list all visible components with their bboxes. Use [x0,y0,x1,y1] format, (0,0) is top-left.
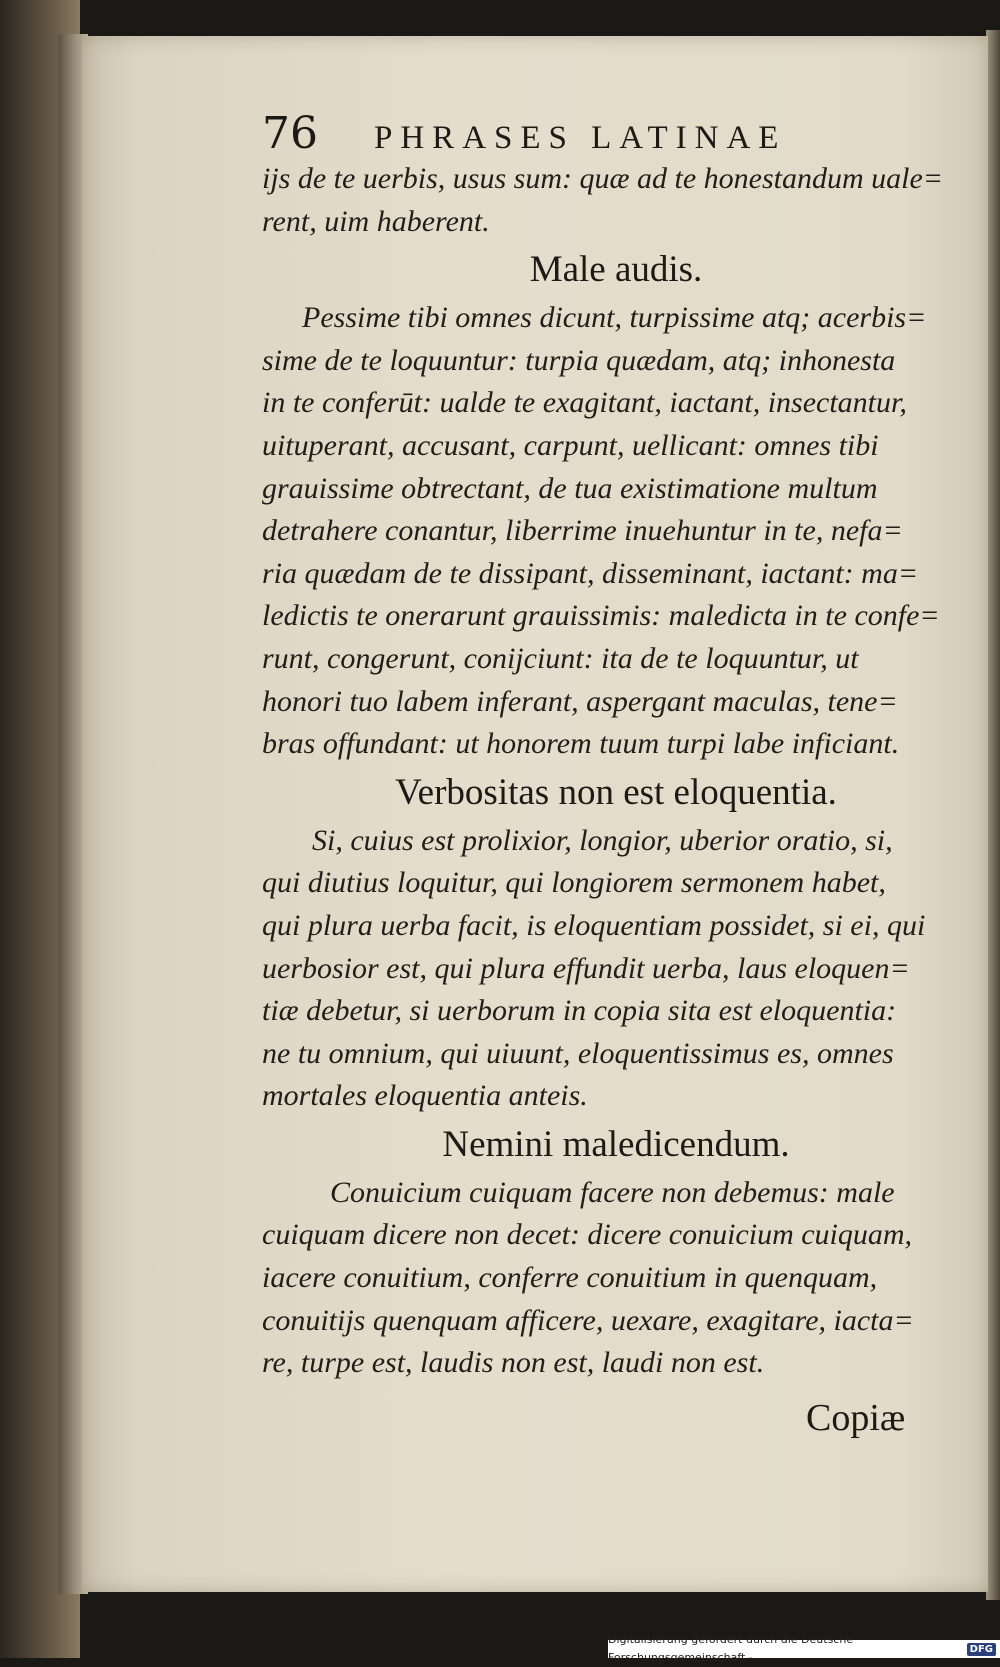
text-line: qui diutius loquitur, qui longiorem sermonem habet, [262,866,886,900]
section-heading: Male audis. [529,249,703,291]
page-right-edge [986,30,1000,1600]
text-line: iacere conuitium, conferre conuitium in quenquam, [262,1261,878,1295]
text-line: re, turpe est, laudis non est, laudi non est. [262,1346,765,1380]
text-line: cuiquam dicere non decet: dicere conuicium cuiquam, [262,1218,913,1252]
text-line: mortales eloquentia anteis. [262,1079,588,1113]
running-head [262,108,902,158]
section-heading: Nemini maledicendum. [442,1123,790,1165]
text-line: honori tuo labem inferant, aspergant maculas, tene= [262,684,898,718]
text-line: bras offundant: ut honorem tuum turpi labe inficiant. [262,727,900,761]
text-line: ijs de te uerbis, usus sum: quæ ad te honestandum uale= [262,162,944,195]
text-line: grauissime obtrectant, de tua existimatione multum [262,471,878,505]
text-line: ne tu omnium, qui uiuunt, eloquentissimus es, omnes [262,1036,894,1070]
text-line: ledictis te onerarunt grauissimis: maledicta in te confe= [262,599,940,633]
dfg-logo: DFG [967,1643,996,1656]
section-heading: Verbositas non est eloquentia. [395,771,837,813]
text-line: sime de te loquuntur: turpia quædam, atq; inhonesta [262,343,896,377]
text-line: uerbosior est, qui plura effundit uerba, laus eloquen= [262,951,910,985]
text-line: rent, uim haberent. [262,204,490,238]
text-line: Pessime tibi omnes dicunt, turpissime atq; acerbis= [302,301,927,335]
text-line: conuitijs quenquam afficere, uexare, exagitare, iacta= [262,1303,914,1337]
text-line: Conuicium cuiquam facere non debemus: male [330,1175,895,1209]
text-line: runt, congerunt, conijciunt: ita de te loquuntur, ut [262,641,859,675]
text-line: qui plura uerba facit, is eloquentiam possidet, si ei, qui [262,908,926,942]
text-line: Si, cuius est prolixior, longior, uberior oratio, si, [312,823,893,857]
footer-text: Digitalisierung gefördert durch die Deutsche Forschungsgemeinschaft - [608,1633,854,1664]
page-number: 76 [262,108,318,159]
text-line: detrahere conantur, liberrime inuehuntur in te, nefa= [262,514,903,548]
text-line: ria quædam de te dissipant, disseminant, iactant: ma= [262,556,919,590]
text-line: tiæ debetur, si uerborum in copia sita est eloquentia: [262,994,897,1028]
catchword: Copiæ [806,1397,906,1439]
digitization-footer [608,1633,1000,1664]
running-title: PHRASES LATINAE [374,120,787,156]
text-line: in te conferūt: ualde te exagitant, iactant, insectantur, [262,386,907,420]
text-line: uituperant, accusant, carpunt, uellicant: omnes tibi [262,428,879,462]
page-text [262,158,970,1385]
